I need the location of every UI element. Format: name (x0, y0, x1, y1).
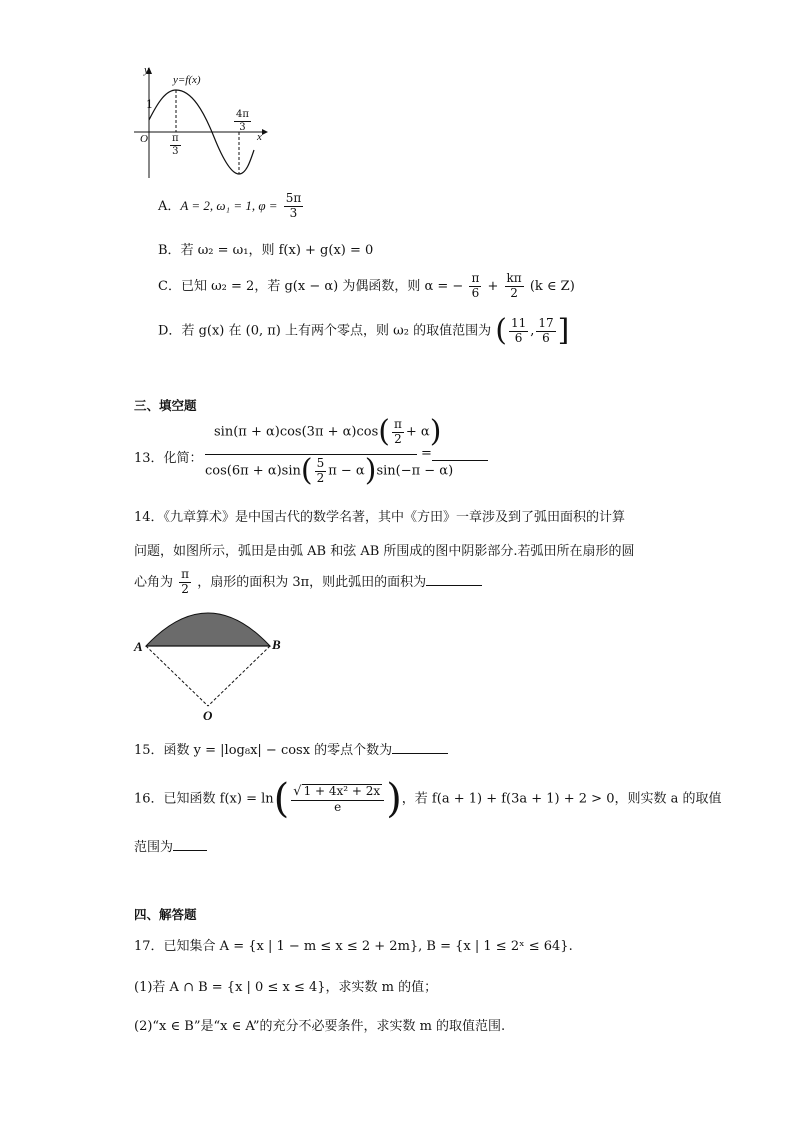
q13-numerator: sin(π + α)cos(3π + α)cos( $\frac{\pi}{2}$ + α) (214, 414, 442, 449)
q13-equals: = (421, 446, 432, 461)
q14-line3: 心角为 $\frac{\pi}{2}$ ，扇形的面积为 3π，则此弧田的面积为 (134, 568, 482, 597)
y-tick-label: 1 (146, 98, 153, 111)
q14-line1: 14．《九章算术》是中国古代的数学名著，其中《方田》一章涉及到了弧田面积的计算 (134, 510, 626, 525)
y-axis-label: y (144, 64, 149, 76)
point-b-label: B (272, 637, 281, 652)
origin-label: O (140, 133, 148, 145)
x-tick-pi3: $\frac{\pi}{3}$ (172, 133, 179, 157)
radius-oa (146, 646, 208, 706)
q13-answer-blank[interactable] (432, 448, 488, 461)
q17-line1: 17．已知集合 A = {x | 1 − m ≤ x ≤ 2 + 2m}, B = {x | 1 ≤ 2ˣ ≤ 64}. (134, 939, 573, 954)
x-axis-arrow-icon (262, 129, 268, 135)
option-c: C．已知 ω₂ = 2，若 g(x − α) 为偶函数，则 α = − $\frac{\pi}{6}$ + $\frac{k\pi}{2}$ (k ∈ Z) (158, 271, 575, 300)
q16-line2: 范围为 (134, 836, 207, 855)
q17-part2: (2)“x ∈ B”是“x ∈ A”的充分不必要条件，求实数 m 的取值范围. (134, 1019, 506, 1034)
x-axis-label: x (257, 131, 262, 143)
q15-text: 15．函数 y = |log₈x| − cosx 的零点个数为 (134, 739, 448, 758)
q13-label: 13．化简： (134, 451, 203, 466)
point-o-label: O (203, 708, 213, 723)
radius-ob (208, 646, 270, 706)
function-label: y=f(x) (173, 74, 201, 86)
section-4-title: 四、解答题 (134, 907, 197, 922)
section-3-title: 三、填空题 (134, 398, 197, 413)
q14-answer-blank[interactable] (426, 573, 482, 586)
q17-part1: (1)若 A ∩ B = {x | 0 ≤ x ≤ 4}，求实数 m 的值； (134, 980, 438, 995)
shaded-segment (146, 613, 270, 646)
x-tick-4pi3: $\frac{4\pi}{3}$ (236, 109, 249, 133)
point-a-label: A (134, 639, 143, 654)
option-a: A．A = 2, ω₁ = 1, φ = $\frac{5\pi}{3}$ (158, 191, 302, 220)
option-d: D．若 g(x) 在 (0, π) 上有两个零点，则 ω₂ 的取值范围为 ( $\frac{11}{6}$ , $\frac{17}{6}$ ] (158, 313, 570, 348)
q14-line2: 问题，如图所示，弧田是由弧 AB 和弦 AB 所围成的图中阴影部分.若弧田所在扇形的圆 (134, 544, 635, 559)
q15-answer-blank[interactable] (392, 741, 448, 754)
option-b: B．若 ω₂ = ω₁，则 f(x) + g(x) = 0 (158, 243, 374, 258)
q16-answer-blank[interactable] (173, 838, 207, 851)
q16-line1: 16．已知函数 f(x) = ln( $\frac{\text{√ 1 + 4x² + 2x}}{e}$ )，若 f(a + 1) + f(3a + 1) + 2 > 0，则实数 a 的取值 (134, 776, 722, 822)
q13-denominator: cos(6π + α)sin( $\frac{5}{2}$ π − α)sin(−π − α) (205, 453, 454, 488)
